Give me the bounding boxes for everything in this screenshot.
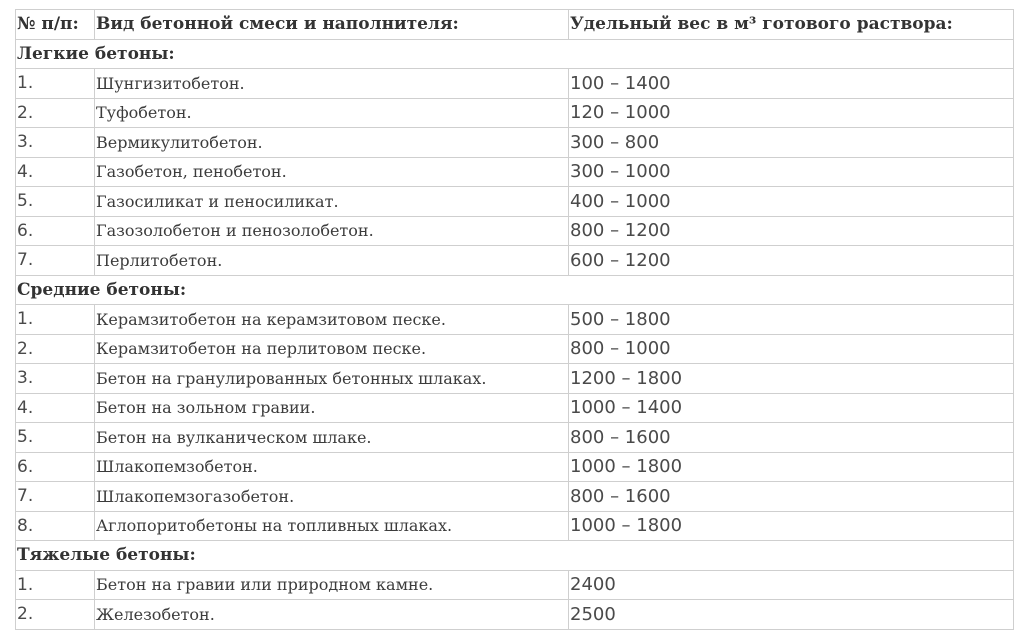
- table-row: [16, 364, 1014, 394]
- group-row-medium-concrete: [16, 275, 1014, 305]
- specific-weight-cell: 100 – 1400: [569, 69, 1014, 99]
- concrete-type-cell: Газосиликат и пеносиликат.: [95, 187, 569, 217]
- specific-weight-cell: 800 – 1600: [569, 482, 1014, 512]
- specific-weight-cell: 1200 – 1800: [569, 364, 1014, 394]
- row-number-cell: 4.: [16, 393, 95, 423]
- row-number-cell: 5.: [16, 187, 95, 217]
- concrete-type-cell: Перлитобетон.: [95, 246, 569, 276]
- concrete-weight-table-container: [15, 9, 1013, 627]
- concrete-type-cell: Шунгизитобетон.: [95, 69, 569, 99]
- table-row: [16, 69, 1014, 99]
- concrete-type-cell: Керамзитобетон на керамзитовом песке.: [95, 305, 569, 335]
- table-row: [16, 600, 1014, 630]
- specific-weight-cell: 2500: [569, 600, 1014, 630]
- specific-weight-cell: 800 – 1000: [569, 334, 1014, 364]
- specific-weight-cell: 800 – 1200: [569, 216, 1014, 246]
- table-row: [16, 187, 1014, 217]
- group-title: Легкие бетоны:: [16, 39, 1014, 69]
- row-number-cell: 2.: [16, 600, 95, 630]
- concrete-type-cell: Газобетон, пенобетон.: [95, 157, 569, 187]
- specific-weight-cell: 300 – 800: [569, 128, 1014, 158]
- table-row: [16, 305, 1014, 335]
- row-number-cell: 1.: [16, 69, 95, 99]
- concrete-type-cell: Аглопоритобетоны на топливных шлаках.: [95, 511, 569, 541]
- concrete-type-cell: Бетон на гравии или природном камне.: [95, 570, 569, 600]
- concrete-type-cell: Туфобетон.: [95, 98, 569, 128]
- table-row: [16, 98, 1014, 128]
- group-title: Средние бетоны:: [16, 275, 1014, 305]
- table-row: [16, 452, 1014, 482]
- specific-weight-cell: 500 – 1800: [569, 305, 1014, 335]
- group-title: Тяжелые бетоны:: [16, 541, 1014, 571]
- table-row: [16, 216, 1014, 246]
- specific-weight-cell: 400 – 1000: [569, 187, 1014, 217]
- table-header: [16, 10, 1014, 40]
- concrete-type-cell: Шлакопемзобетон.: [95, 452, 569, 482]
- column-header-number: № п/п:: [16, 10, 95, 40]
- specific-weight-cell: 1000 – 1800: [569, 452, 1014, 482]
- row-number-cell: 1.: [16, 570, 95, 600]
- column-header-specific-weight: Удельный вес в м³ готового раствора:: [569, 10, 1014, 40]
- specific-weight-cell: 120 – 1000: [569, 98, 1014, 128]
- table-row: [16, 482, 1014, 512]
- specific-weight-cell: 1000 – 1800: [569, 511, 1014, 541]
- specific-weight-cell: 1000 – 1400: [569, 393, 1014, 423]
- row-number-cell: 2.: [16, 98, 95, 128]
- table-row: [16, 246, 1014, 276]
- row-number-cell: 1.: [16, 305, 95, 335]
- concrete-type-cell: Бетон на зольном гравии.: [95, 393, 569, 423]
- concrete-type-cell: Бетон на вулканическом шлаке.: [95, 423, 569, 453]
- concrete-weight-table: [15, 9, 1014, 630]
- row-number-cell: 3.: [16, 364, 95, 394]
- row-number-cell: 3.: [16, 128, 95, 158]
- table-row: [16, 334, 1014, 364]
- table-header-row: [16, 10, 1014, 40]
- group-row-light-concrete: [16, 39, 1014, 69]
- table-row: [16, 423, 1014, 453]
- table-row: [16, 157, 1014, 187]
- concrete-type-cell: Бетон на гранулированных бетонных шлаках.: [95, 364, 569, 394]
- concrete-type-cell: Железобетон.: [95, 600, 569, 630]
- specific-weight-cell: 800 – 1600: [569, 423, 1014, 453]
- row-number-cell: 6.: [16, 452, 95, 482]
- concrete-type-cell: Газозолобетон и пенозолобетон.: [95, 216, 569, 246]
- row-number-cell: 2.: [16, 334, 95, 364]
- table-body: [16, 39, 1014, 629]
- row-number-cell: 5.: [16, 423, 95, 453]
- row-number-cell: 6.: [16, 216, 95, 246]
- row-number-cell: 7.: [16, 482, 95, 512]
- specific-weight-cell: 600 – 1200: [569, 246, 1014, 276]
- row-number-cell: 7.: [16, 246, 95, 276]
- concrete-type-cell: Керамзитобетон на перлитовом песке.: [95, 334, 569, 364]
- row-number-cell: 4.: [16, 157, 95, 187]
- specific-weight-cell: 2400: [569, 570, 1014, 600]
- group-row-heavy-concrete: [16, 541, 1014, 571]
- table-row: [16, 128, 1014, 158]
- specific-weight-cell: 300 – 1000: [569, 157, 1014, 187]
- table-row: [16, 511, 1014, 541]
- concrete-type-cell: Вермикулитобетон.: [95, 128, 569, 158]
- column-header-concrete-type: Вид бетонной смеси и наполнителя:: [95, 10, 569, 40]
- concrete-type-cell: Шлакопемзогазобетон.: [95, 482, 569, 512]
- table-row: [16, 570, 1014, 600]
- table-row: [16, 393, 1014, 423]
- row-number-cell: 8.: [16, 511, 95, 541]
